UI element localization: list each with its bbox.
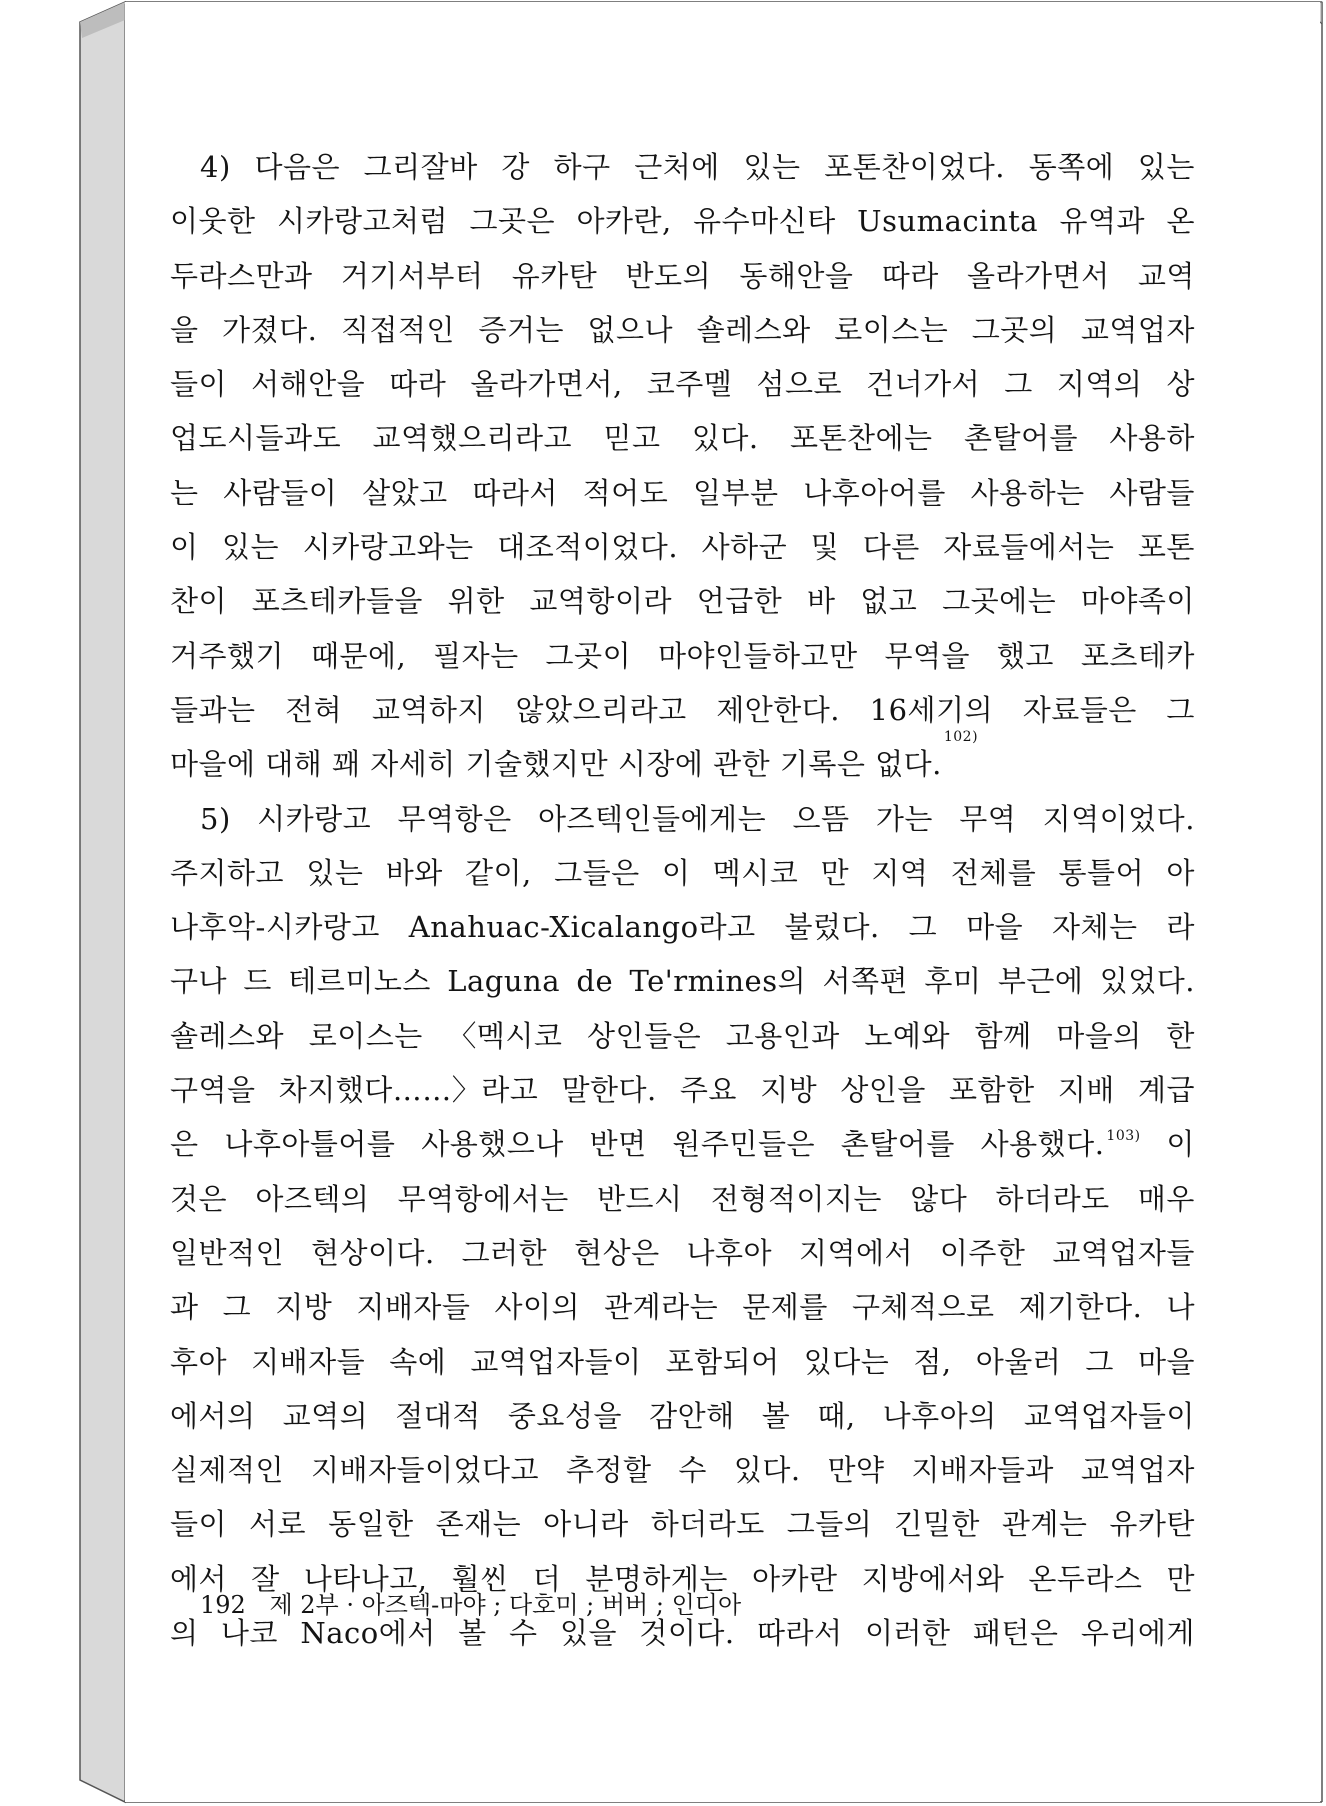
- word: 그리잘바: [363, 150, 478, 184]
- word: 나후아: [686, 1235, 773, 1270]
- word: 사용했으나: [421, 1127, 564, 1162]
- word: 있는: [222, 530, 280, 565]
- word: 있는: [1137, 150, 1195, 184]
- word: 교역의: [282, 1398, 369, 1433]
- word: 지방에서와: [861, 1561, 1005, 1596]
- word: 후아: [170, 1344, 228, 1379]
- text-line: [170, 683, 1195, 737]
- word: 후미: [924, 964, 982, 999]
- word: 패턴은: [972, 1616, 1059, 1651]
- word: 아즈텍인들에게는: [537, 801, 767, 836]
- word: 4): [200, 150, 231, 184]
- word: 그들은: [554, 855, 640, 890]
- word: 5): [200, 801, 231, 836]
- word: 주지하고: [170, 855, 285, 890]
- text-line: [170, 1280, 1195, 1334]
- word: 16세기의: [869, 692, 994, 727]
- word: 거주했기: [170, 638, 285, 673]
- word: 로이스는: [834, 312, 949, 347]
- word: 서해안을: [251, 367, 366, 402]
- word: 있다.: [733, 1453, 801, 1488]
- word: 구나: [170, 964, 228, 999]
- text-line: [170, 140, 1195, 194]
- word: 그: [222, 1290, 252, 1325]
- word: 교역업자들이: [1023, 1398, 1195, 1433]
- word: 점,: [913, 1344, 952, 1379]
- word: 이: [661, 855, 691, 890]
- word: 일부분: [692, 475, 779, 510]
- word: 속에: [389, 1344, 447, 1379]
- word: 만약: [827, 1453, 885, 1488]
- word: 무역을: [884, 638, 971, 673]
- word: 교역업자: [1080, 312, 1195, 347]
- word: 다른: [862, 530, 920, 565]
- word: 및: [810, 530, 840, 565]
- word: 마을: [1137, 1344, 1195, 1379]
- word: 에서의: [170, 1398, 256, 1433]
- word: 아카란,: [576, 204, 672, 239]
- word: 제기한다.: [1018, 1290, 1143, 1325]
- text-line: [170, 1497, 1195, 1551]
- word: Laguna: [447, 964, 561, 999]
- word: 부근에: [997, 964, 1084, 999]
- word: 유카탄: [511, 258, 598, 293]
- text-line: [170, 249, 1195, 303]
- word: 마야인들하고만: [657, 638, 858, 673]
- word: 때,: [817, 1398, 856, 1433]
- paragraph: [170, 792, 1195, 1661]
- word: 구체적으로: [851, 1290, 995, 1325]
- word: 있을: [559, 1616, 617, 1651]
- word: 있다는: [803, 1344, 890, 1379]
- word: 믿고: [603, 421, 661, 456]
- word: 중요성을: [507, 1398, 622, 1433]
- text-line: [170, 411, 1195, 465]
- word: 드: [243, 964, 272, 999]
- word: 아즈텍의: [255, 1181, 370, 1216]
- word: 추정할: [565, 1453, 652, 1488]
- word: 올라가면서: [967, 258, 1110, 293]
- word: 업도시들과도: [170, 421, 342, 456]
- word: 사람들: [1109, 475, 1195, 510]
- word: 포함되어: [665, 1344, 780, 1379]
- word: 했고: [996, 638, 1054, 673]
- word: 존재는: [435, 1507, 522, 1542]
- word: 교역업자들: [1052, 1235, 1195, 1270]
- word: 상인을: [840, 1073, 926, 1108]
- text-line: [170, 846, 1195, 900]
- footnote-marker: 102): [943, 729, 979, 746]
- page-footer: [200, 1585, 741, 1620]
- word: 함께: [974, 1018, 1032, 1053]
- word: 대해: [265, 747, 323, 782]
- word: 나후아어를: [803, 475, 946, 510]
- word: 그곳이: [545, 638, 632, 673]
- word: 동쪽에: [1028, 150, 1115, 184]
- word: 다음은: [254, 150, 340, 184]
- word: 지방: [275, 1290, 333, 1325]
- word: 근처에: [634, 150, 720, 184]
- word: 온두라스: [1028, 1561, 1143, 1596]
- word: 기록은: [779, 747, 866, 782]
- word: 고용인과: [725, 1018, 840, 1053]
- word: 노예와: [864, 1018, 950, 1053]
- word: 무역: [959, 801, 1017, 836]
- word: Te'rmines의: [629, 964, 807, 999]
- word: 아카란: [752, 1561, 838, 1596]
- word: 지배자들: [356, 1290, 471, 1325]
- word: 긴밀한: [894, 1507, 980, 1542]
- word: 교역항이라: [529, 584, 672, 619]
- word: Naco에서: [300, 1616, 436, 1651]
- word: 하더라도: [995, 1181, 1110, 1216]
- word: 그: [1166, 692, 1195, 727]
- word: Anahuac-Xicalango라고: [408, 910, 756, 945]
- word: 불렀다.: [784, 910, 880, 945]
- word: 전체를: [950, 855, 1037, 890]
- word: 촌탈어를: [963, 421, 1078, 456]
- word: 찬이: [170, 584, 228, 619]
- text-line: [170, 1226, 1195, 1280]
- text-line: [170, 1063, 1195, 1117]
- word: 않다: [910, 1181, 968, 1216]
- word: 대조적이었다.: [497, 530, 679, 565]
- word: 없고: [860, 584, 918, 619]
- word: 유카탄: [1109, 1507, 1195, 1542]
- word: 따라: [881, 258, 939, 293]
- word: 있는: [743, 150, 801, 184]
- word: 마야족이: [1080, 584, 1195, 619]
- word: 기술했지만: [465, 747, 609, 782]
- word: 만: [1166, 1561, 1195, 1596]
- text-line: [170, 357, 1195, 411]
- word: 원주민들은: [672, 1127, 815, 1162]
- word: 없다.: [875, 747, 942, 782]
- word: 그: [908, 910, 938, 945]
- word: 증거는: [478, 312, 564, 347]
- word: 꽤: [332, 747, 361, 782]
- text-line: [170, 466, 1195, 520]
- word: 하구: [553, 150, 611, 184]
- word: 지역에서: [798, 1235, 913, 1270]
- word: 코주멜: [646, 367, 733, 402]
- word: 〈멕시코: [447, 1018, 563, 1053]
- word: 는: [170, 475, 199, 510]
- word: 나: [1166, 1290, 1195, 1325]
- word: 수: [509, 1616, 538, 1651]
- word: 있는: [306, 855, 364, 890]
- word: 그: [1085, 1344, 1114, 1379]
- word: 포톤: [1137, 530, 1195, 565]
- word: 숄레스와: [170, 1018, 285, 1053]
- word: 나코: [220, 1616, 278, 1651]
- word: 으뜸: [792, 801, 850, 836]
- word: 촌탈어를: [840, 1127, 955, 1162]
- word: 온: [1166, 204, 1195, 239]
- word: 지배: [1057, 1073, 1115, 1108]
- word: 절대적: [395, 1398, 481, 1433]
- text-line: [170, 1335, 1195, 1389]
- word: 현상이다.: [310, 1235, 435, 1270]
- word: 아울러: [975, 1344, 1062, 1379]
- word: 매우: [1137, 1181, 1195, 1216]
- text-line: [170, 1117, 1195, 1171]
- word: 마을: [966, 910, 1024, 945]
- word: 동일한: [328, 1507, 414, 1542]
- page-number: 192: [200, 1591, 246, 1619]
- word: 나후아틀어를: [224, 1127, 396, 1162]
- word: 사하군: [701, 530, 788, 565]
- word: 분명하게는: [585, 1561, 728, 1596]
- word: 우리에게: [1080, 1616, 1195, 1651]
- word: 나후악-시카랑고: [170, 910, 380, 945]
- word: 시장에: [617, 747, 704, 782]
- word: 지배자들: [251, 1344, 366, 1379]
- word: 훨씬: [451, 1561, 509, 1596]
- word: 포톤찬이었다.: [824, 150, 1006, 184]
- word: 교역업자: [1080, 1453, 1195, 1488]
- text-line: [170, 574, 1195, 628]
- text-line: [170, 520, 1195, 574]
- word: 현상은: [574, 1235, 660, 1270]
- word: 계급: [1137, 1073, 1195, 1108]
- word: 관계는: [1001, 1507, 1088, 1542]
- word: 시카랑고처럼: [276, 204, 449, 239]
- word: 들이: [170, 367, 228, 402]
- word: 과: [170, 1290, 199, 1325]
- word: 주요: [679, 1073, 737, 1108]
- word: 따라서: [757, 1616, 843, 1651]
- word: 테르미노스: [288, 964, 431, 999]
- word: 시카랑고: [257, 801, 372, 836]
- word: 말한다.: [561, 1073, 657, 1108]
- word: 은: [170, 1127, 199, 1162]
- word: 만: [820, 855, 850, 890]
- word: 자료들에서는: [943, 530, 1115, 565]
- word: 마을에: [170, 747, 256, 782]
- word: 때문에,: [310, 638, 407, 673]
- text-line: [170, 900, 1195, 954]
- word: 그곳에는: [942, 584, 1057, 619]
- word: 제안한다.: [716, 692, 841, 727]
- word: 들과는: [170, 692, 256, 727]
- word: 살았고: [362, 475, 448, 510]
- word: 의: [170, 1616, 199, 1651]
- word: 한: [1166, 1018, 1195, 1053]
- word: 을: [170, 312, 199, 347]
- word: 교역했으리라고: [372, 421, 573, 456]
- word: 건너가서: [866, 367, 981, 402]
- word: 위한: [447, 584, 505, 619]
- word: 관계라는: [604, 1290, 719, 1325]
- word: 전혀: [285, 692, 343, 727]
- word: 포츠테카: [1080, 638, 1195, 673]
- word: 시카랑고와는: [302, 530, 474, 565]
- word: 사용했다. $^{103)}$: [980, 1127, 1141, 1162]
- word: 그곳의: [971, 312, 1058, 347]
- running-head: 제 2부 · 아즈텍-마야 ; 다호미 ; 버버 ; 인디아: [269, 1591, 742, 1619]
- word: 사이의: [494, 1290, 581, 1325]
- word: 반면: [589, 1127, 647, 1162]
- word: 올라가면서,: [470, 367, 623, 402]
- word: 감안해: [649, 1398, 735, 1433]
- word: 통틀어: [1058, 855, 1145, 890]
- word: 지배자들이었다고: [310, 1453, 540, 1488]
- word: 거기서부터: [340, 258, 484, 293]
- word: 있었다.: [1099, 964, 1195, 999]
- word: 관한: [713, 747, 771, 782]
- text-line: [170, 194, 1195, 248]
- word: 잘: [251, 1561, 280, 1596]
- word: 상: [1166, 367, 1195, 402]
- word: 자세히: [370, 747, 456, 782]
- word: 아: [1166, 855, 1195, 890]
- word: 사람들이: [223, 475, 338, 510]
- word: 전형적이지는: [710, 1181, 882, 1216]
- word: 자체는: [1051, 910, 1138, 945]
- paragraph: [170, 140, 1195, 792]
- word: 수: [678, 1453, 707, 1488]
- word: 볼: [458, 1616, 487, 1651]
- word: 지방: [760, 1073, 818, 1108]
- word: 일반적인: [170, 1235, 285, 1270]
- word: 숄레스와: [696, 312, 811, 347]
- text-line: [170, 1389, 1195, 1443]
- text-line: [170, 1443, 1195, 1497]
- word: 포함한: [949, 1073, 1035, 1108]
- word: 필자는: [433, 638, 519, 673]
- word: 교역하지: [371, 692, 486, 727]
- word: 동해안을: [739, 258, 854, 293]
- text-line: [170, 1009, 1195, 1063]
- word: 지역이었다.: [1042, 801, 1195, 836]
- word: 구역을: [170, 1073, 256, 1108]
- word: de: [576, 964, 614, 999]
- word: 가졌다.: [222, 312, 318, 347]
- word: 나후아의: [882, 1398, 997, 1433]
- word: 있다.: [691, 421, 759, 456]
- word: 볼: [761, 1398, 791, 1433]
- word: 사용하는: [970, 475, 1085, 510]
- word: 섬으로: [756, 367, 842, 402]
- word: 바와: [385, 855, 443, 890]
- word: 이주한: [939, 1235, 1026, 1270]
- body-text: [170, 140, 1195, 1660]
- word: 그들의: [786, 1507, 873, 1542]
- word: 따라서: [472, 475, 558, 510]
- word: 들이: [170, 1507, 228, 1542]
- word: 지역: [871, 855, 929, 890]
- word: 유역과: [1059, 204, 1146, 239]
- word: 교역업자들이: [470, 1344, 642, 1379]
- word: 차지했다……〉라고: [278, 1073, 539, 1108]
- word: Usumacinta: [857, 204, 1039, 239]
- word: 멕시코: [712, 855, 799, 890]
- word: 유수마신타: [693, 204, 836, 239]
- word: 사용하: [1109, 421, 1195, 456]
- footnote-marker: 103): [1106, 1128, 1141, 1145]
- word: 강: [501, 150, 530, 184]
- word: 않았으리라고: [515, 692, 687, 727]
- word: 에서: [170, 1561, 228, 1596]
- word: 직접적인: [340, 312, 455, 347]
- word: 하더라도: [650, 1507, 765, 1542]
- word: 그: [1004, 367, 1033, 402]
- word: 것이다.: [639, 1616, 735, 1651]
- word: 지역의: [1056, 367, 1143, 402]
- word: 아니라: [543, 1507, 629, 1542]
- word: 바: [807, 584, 836, 619]
- text-line: [170, 729, 1195, 791]
- word: 실제적인: [170, 1453, 285, 1488]
- word: 반드시: [597, 1181, 683, 1216]
- word: 더: [532, 1561, 562, 1596]
- word: 로이스는: [308, 1018, 423, 1053]
- word: 이: [1166, 1127, 1195, 1162]
- text-line: [170, 792, 1195, 846]
- word: 상인들은: [587, 1018, 702, 1053]
- word: 이: [170, 530, 199, 565]
- text-line: [170, 629, 1195, 683]
- word: 없으나: [587, 312, 674, 347]
- word: 교역: [1137, 258, 1195, 293]
- word: 따라: [389, 367, 447, 402]
- text-line: [170, 303, 1195, 357]
- word: 이웃한: [170, 204, 256, 239]
- word: 포츠테카들을: [251, 584, 423, 619]
- word: 그러한: [461, 1235, 548, 1270]
- text-line: [170, 1172, 1195, 1226]
- word: 서로: [249, 1507, 307, 1542]
- word: 언급한: [696, 584, 783, 619]
- word: 서쪽편: [822, 964, 909, 999]
- text-line: [170, 954, 1195, 1008]
- word: 가는: [875, 801, 933, 836]
- word: 이러한: [864, 1616, 951, 1651]
- word: 반도의: [625, 258, 712, 293]
- word: 라: [1166, 910, 1195, 945]
- word: 자료들은: [1022, 692, 1137, 727]
- word: 두라스만과: [170, 258, 313, 293]
- word: 나타나고,: [303, 1561, 428, 1596]
- word: 그곳은: [469, 204, 556, 239]
- word: 지배자들과: [911, 1453, 1054, 1488]
- word: 문제를: [742, 1290, 828, 1325]
- word: 포톤찬에는: [789, 421, 933, 456]
- word: 적어도: [582, 475, 669, 510]
- word: 같이,: [465, 855, 532, 890]
- word: 무역항은: [397, 801, 512, 836]
- word: 마을의: [1056, 1018, 1142, 1053]
- word: 무역항에서는: [397, 1181, 569, 1216]
- word: 것은: [170, 1181, 228, 1216]
